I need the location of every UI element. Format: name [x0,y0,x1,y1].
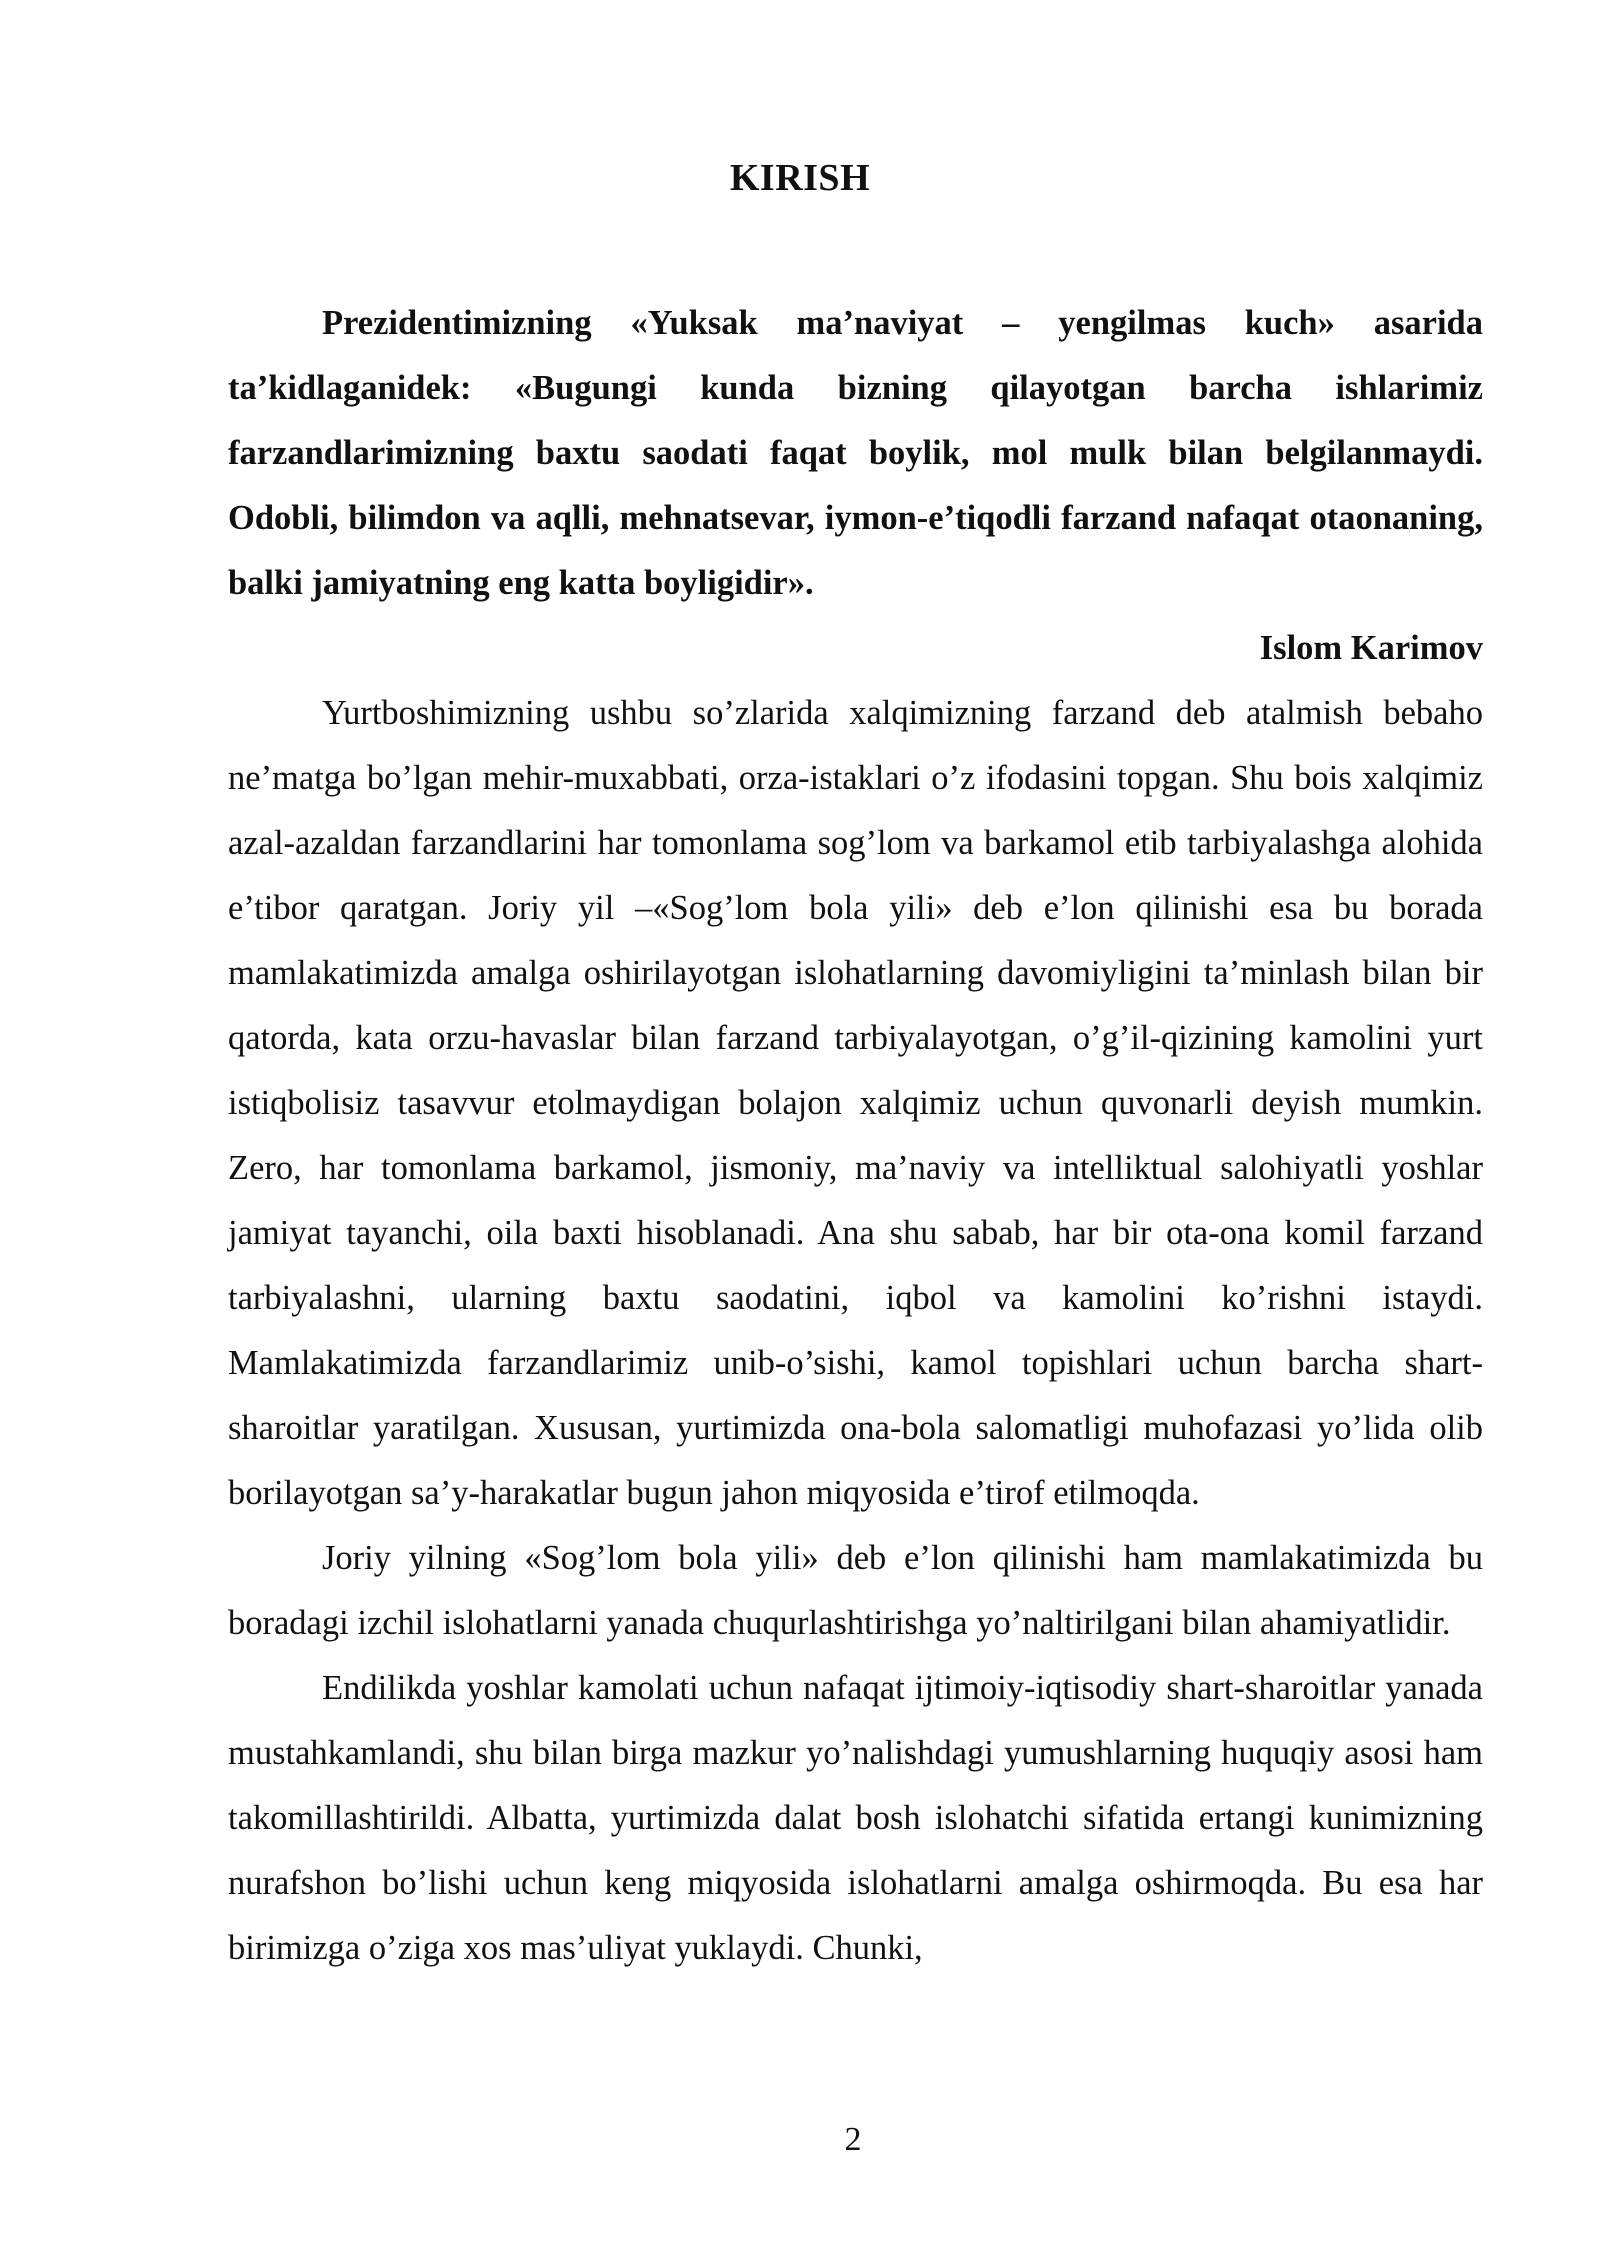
body-paragraph-3: Endilikda yoshlar kamolati uchun nafaqat ijtimoiy-iqtisodiy shart-sharoitlar yanada mustahkamlandi, shu bilan birga mazkur yo’nalishdagi yumushlarning huquqiy asosi ham takomillashtirildi. Albatta, yurtimizda dalat bosh islohatchi sifatida ertangi kunimizning nurafshon bo’lishi uchun keng miqyosida islohatlarni amalga oshirmoqda. Bu esa har birimizga o’ziga xos mas’uliyat yuklaydi. Chunki, [228,1669,1483,1967]
page-number: 2 [844,2121,862,2158]
body-text [228,291,1483,1981]
epigraph-paragraph: Prezidentimizning «Yuksak ma’naviyat – yengilmas kuch» asarida ta’kidlaganidek: «Bugungi kunda bizning qilayotgan barcha ishlarimiz farzandlarimizning baxtu saodati faqat boylik, mol mulk bilan belgilanmaydi. Odobli, bilimdon va aqlli, mehnatsevar, iymon-e’tiqodli farzand nafaqat otaonaning, balki jamiyatning eng katta boyligidir». [228,304,1483,602]
page-heading: KIRISH [729,157,871,199]
body-paragraph-1: Yurtboshimizning ushbu so’zlarida xalqimizning farzand deb atalmish bebaho ne’matga bo’lgan mehir-muxabbati, orza-istaklari o’z ifodasini topgan. Shu bois xalqimiz azal-azaldan farzandlarini har tomonlama sog’lom va barkamol etib tarbiyalashga alohida e’tibor qaratgan. Joriy yil –«Sog’lom bola yili» deb e’lon qilinishi esa bu borada mamlakatimizda amalga oshirilayotgan islohatlarning davomiyligini ta’minlash bilan bir qatorda, kata orzu-havaslar bilan farzand tarbiyalayotgan, o’g’il-qizining kamolini yurt istiqbolisiz tasavvur etolmaydigan bolajon xalqimiz uchun quvonarli deyish mumkin. Zero, har tomonlama barkamol, jismoniy, ma’naviy va intelliktual salohiyatli yoshlar jamiyat tayanchi, oila baxti hisoblanadi. Ana shu sabab, har bir ota-ona komil farzand tarbiyalashni, ularning baxtu saodatini, iqbol va kamolini ko’rishni istaydi. Mamlakatimizda farzandlarimiz unib-o’sishi, kamol topishlari uchun barcha shart-sharoitlar yaratilgan. Xususan, yurtimizda ona-bola salomatligi muhofazasi yo’lida olib borilayotgan sa’y-harakatlar bugun jahon miqyosida e’tirof etilmoqda. [228,694,1483,1512]
epigraph-author: Islom Karimov [1259,629,1483,667]
body-paragraph-2: Joriy yilning «Sog’lom bola yili» deb e’lon qilinishi ham mamlakatimizda bu boradagi izchil islohatlarni yanada chuqurlashtirishga yo’naltirilgani bilan ahamiyatlidir. [228,1539,1483,1642]
